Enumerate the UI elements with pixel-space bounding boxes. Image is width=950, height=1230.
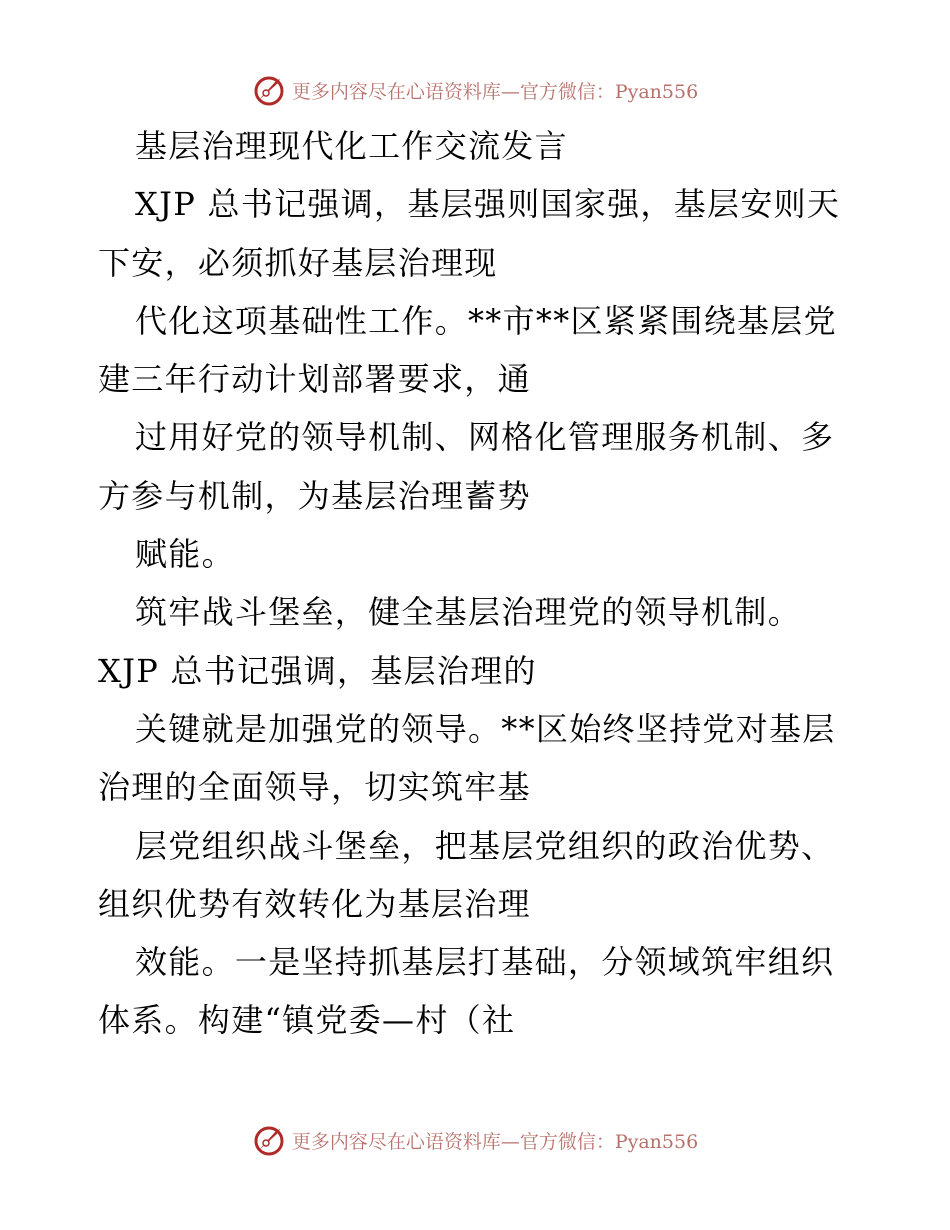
text-line: 组织优势有效转化为基层治理 (98, 884, 531, 923)
document-body (98, 117, 858, 1050)
quill-logo-icon (252, 1123, 286, 1157)
text-line: 方参与机制，为基层治理蓄势 (98, 476, 531, 515)
text-line: 关键就是加强党的领导。**区始终坚持党对基层 (135, 709, 836, 748)
text-line: XJP 总书记强调，基层治理的 (98, 651, 537, 690)
text-line: 建三年行动计划部署要求，通 (98, 360, 531, 399)
text-line: 代化这项基础性工作。**市**区紧紧围绕基层党 (135, 301, 837, 340)
watermark-text: 更多内容尽在心语资料库—官方微信：Pyan556 (291, 1130, 699, 1153)
watermark-footer (0, 1120, 950, 1160)
watermark-header (0, 70, 950, 110)
text-line: 筑牢战斗堡垒，健全基层治理党的领导机制。 (135, 593, 802, 632)
text-line: 下安，必须抓好基层治理现 (98, 243, 498, 282)
text-line: 体系。构建“镇党委—村（社 (98, 1001, 516, 1040)
text-line: 效能。一是坚持抓基层打基础，分领域筑牢组织 (135, 943, 835, 982)
quill-logo-icon (252, 73, 286, 107)
text-line: 赋能。 (135, 535, 235, 574)
text-line: 过用好党的领导机制、网格化管理服务机制、多 (135, 418, 835, 457)
text-line: 治理的全面领导，切实筑牢基 (98, 768, 531, 807)
watermark-text: 更多内容尽在心语资料库—官方微信：Pyan556 (291, 80, 699, 103)
text-line: 基层治理现代化工作交流发言 (135, 127, 568, 165)
text-line: 层党组织战斗堡垒，把基层党组织的政治优势、 (135, 826, 835, 865)
text-line: XJP 总书记强调，基层强则国家强，基层安则天 (135, 185, 841, 224)
